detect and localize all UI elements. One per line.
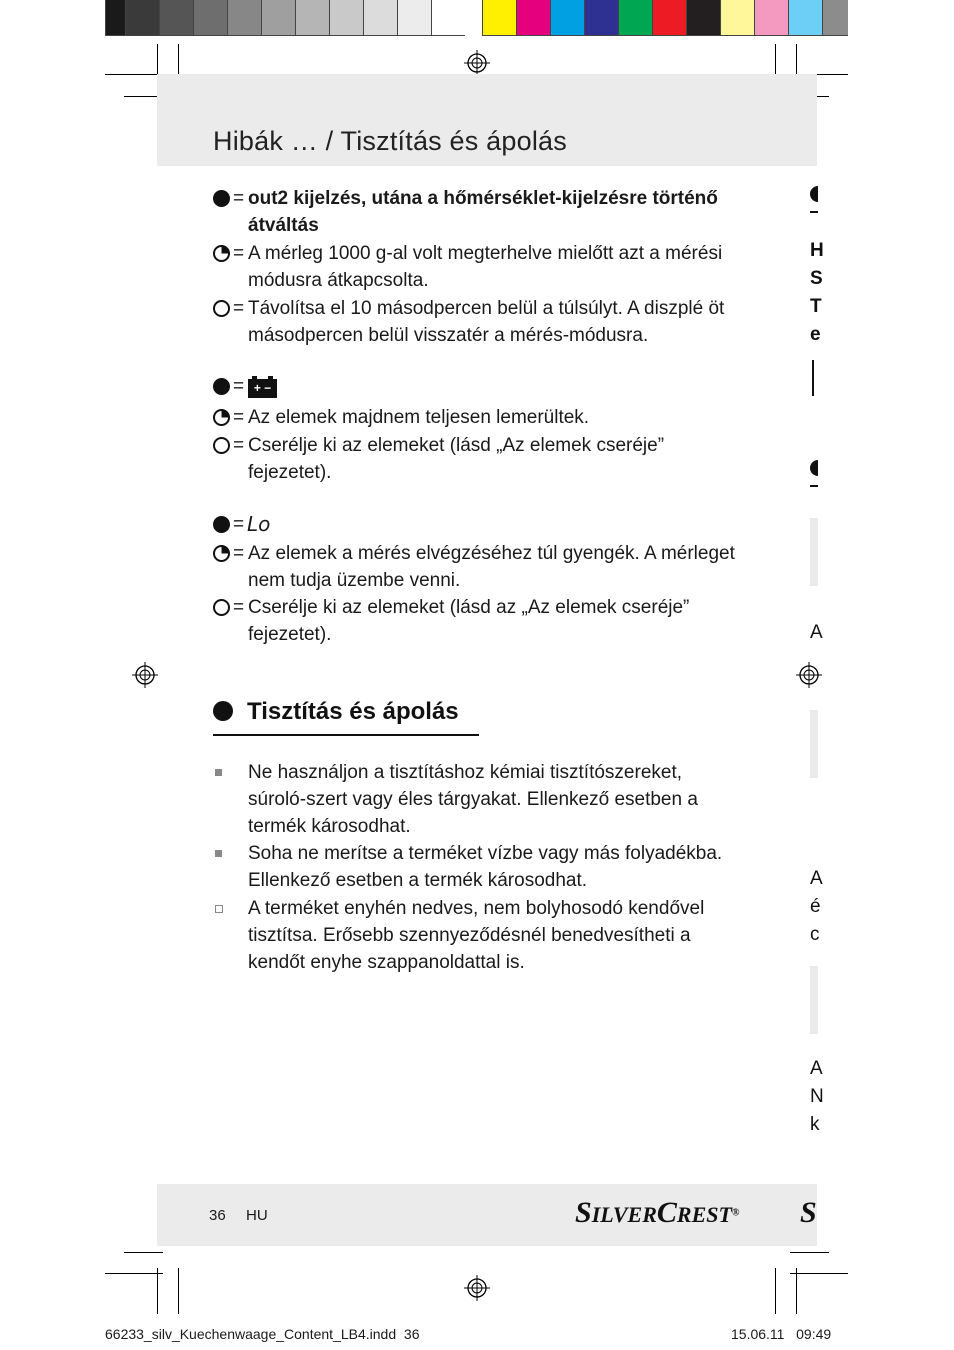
square-bullet-icon (215, 769, 222, 776)
right-page-fragment: A (810, 868, 823, 889)
indicator-blink-icon (213, 245, 230, 262)
color-swatch (397, 0, 431, 36)
color-swatch (363, 0, 397, 36)
color-swatch (227, 0, 261, 36)
slug-timestamp (731, 1326, 831, 1342)
page-number: 36 (209, 1207, 226, 1224)
equals-sign: = (233, 435, 245, 456)
right-page-fragment: S (810, 268, 823, 289)
right-page-fragment (812, 360, 814, 396)
list-item (213, 895, 743, 976)
right-page-fragment: A (810, 1058, 823, 1079)
slug-filename-text: 66233_silv_Kuechenwaage_Content_LB4.indd (105, 1326, 397, 1342)
equals-sign: = (233, 543, 245, 564)
empty-square-bullet-icon (215, 905, 223, 913)
right-page-fragment (810, 485, 818, 487)
color-swatch (431, 0, 465, 36)
list-item-text: Ne használjon a tisztításhoz kémiai tisztítószereket, súroló-szert vagy éles tárgyakat. Ellenkező esetben a termék károsodhat. (248, 762, 698, 837)
equals-sign: = (233, 597, 245, 618)
right-page-fragment: N (810, 1086, 824, 1107)
section-bullet-icon (213, 701, 233, 721)
error-row-remedy (213, 594, 743, 648)
error-row-remedy (213, 295, 743, 349)
registration-mark-icon (464, 50, 490, 76)
list-item-text: A terméket enyhén nedves, nem bolyhosodó kendővel tisztítsa. Erősebb szennyeződésnél benedvesítheti a kendőt enyhe szappanoldattal is. (248, 898, 705, 973)
right-page-fragment (810, 211, 818, 213)
color-swatch (295, 0, 329, 36)
crop-mark (124, 1252, 163, 1253)
heading-underline (213, 734, 479, 736)
indicator-on-icon (213, 516, 230, 533)
error-remedy-text: Cserélje ki az elemeket (lásd az „Az elemek cseréje” fejezetet). (248, 597, 690, 645)
right-page-fragment (810, 518, 818, 586)
battery-icon-label: + − (253, 381, 272, 395)
right-page-fragment: é (810, 896, 821, 917)
right-page-fragment: A (810, 622, 823, 643)
square-bullet-icon (215, 850, 222, 857)
crop-mark (796, 1268, 797, 1314)
registration-mark-icon (464, 1275, 490, 1301)
color-swatch (550, 0, 584, 36)
brand-logo-fragment: S (800, 1196, 817, 1229)
color-swatch (584, 0, 618, 36)
section-heading-text: Tisztítás és ápolás (247, 698, 459, 725)
color-swatch (193, 0, 227, 36)
right-page-fragment (810, 966, 818, 1034)
right-page-fragment (810, 460, 818, 476)
brand-letters: ILVER (591, 1202, 657, 1227)
indicator-on-icon (213, 190, 230, 207)
color-swatch (125, 0, 159, 36)
error-row-remedy (213, 432, 743, 486)
indicator-off-icon (213, 300, 230, 317)
registered-mark: ® (731, 1207, 740, 1219)
equals-sign: = (233, 298, 245, 319)
error-display-text: out2 kijelzés, utána a hőmérséklet-kijelzésre történő átváltás (248, 188, 718, 236)
color-swatch (686, 0, 720, 36)
slug-filename (105, 1326, 419, 1342)
color-swatch (105, 0, 125, 36)
slug-time: 09:49 (796, 1326, 832, 1342)
right-page-fragment: T (810, 296, 822, 317)
slug-page: 36 (403, 1326, 420, 1342)
list-item (213, 840, 743, 894)
crop-mark (105, 1273, 163, 1274)
registration-mark-icon (796, 662, 822, 688)
slug-date: 15.06.11 (731, 1326, 785, 1342)
brand-letter: C (656, 1196, 677, 1229)
crop-mark (157, 1268, 158, 1314)
right-page-fragment: e (810, 324, 821, 345)
right-page-fragment: H (810, 240, 824, 261)
color-swatch (482, 0, 516, 36)
section-heading (213, 698, 459, 726)
indicator-blink-icon (213, 409, 230, 426)
color-swatch (516, 0, 550, 36)
error-row-cause (213, 540, 743, 594)
language-code: HU (246, 1207, 268, 1224)
brand-letters: REST (676, 1202, 732, 1227)
list-item (213, 759, 743, 840)
error-row-display (213, 373, 743, 400)
error-remedy-text: Cserélje ki az elemeket (lásd „Az elemek cseréje” fejezetet). (248, 435, 665, 483)
equals-sign: = (233, 514, 245, 535)
equals-sign: = (233, 243, 245, 264)
color-swatch (652, 0, 686, 36)
right-page-fragment (810, 710, 818, 778)
right-page-fragment: c (810, 924, 820, 945)
indicator-off-icon (213, 599, 230, 616)
indicator-on-icon (213, 378, 230, 395)
battery-icon (248, 379, 277, 398)
equals-sign: = (233, 188, 245, 209)
indicator-off-icon (213, 437, 230, 454)
crop-mark (775, 1268, 776, 1314)
error-cause-text: A mérleg 1000 g-al volt megterhelve mielőtt azt a mérési módusra átkapcsolta. (248, 243, 723, 291)
color-swatch (822, 0, 848, 36)
crop-mark (790, 1252, 829, 1253)
color-swatch (261, 0, 295, 36)
color-swatch (618, 0, 652, 36)
color-swatch (720, 0, 754, 36)
error-cause-text: Az elemek majdnem teljesen lemerültek. (248, 407, 590, 428)
right-page-fragment: k (810, 1114, 820, 1135)
page-title: Hibák … / Tisztítás és ápolás (213, 126, 567, 156)
brand-logo (575, 1196, 739, 1230)
error-cause-text: Az elemek a mérés elvégzéséhez túl gyengék. A mérleget nem tudja üzembe venni. (248, 543, 735, 591)
registration-mark-icon (132, 662, 158, 688)
crop-mark (178, 1268, 179, 1314)
indicator-blink-icon (213, 545, 230, 562)
color-swatch (754, 0, 788, 36)
error-row-display (213, 185, 743, 239)
brand-letter: S (575, 1196, 592, 1229)
lo-display-symbol: Lo (247, 512, 271, 536)
error-row-display (213, 511, 743, 538)
color-swatch (788, 0, 822, 36)
color-swatch (159, 0, 193, 36)
error-remedy-text: Távolítsa el 10 másodpercen belül a túlsúlyt. A diszplé öt másodpercen belül visszatér a mérés-módusra. (248, 298, 725, 346)
crop-mark (105, 74, 163, 75)
right-page-fragment (810, 186, 818, 202)
crop-mark (790, 1273, 848, 1274)
error-row-cause (213, 404, 743, 431)
equals-sign: = (233, 407, 245, 428)
error-row-cause (213, 240, 743, 294)
list-item-text: Soha ne merítse a terméket vízbe vagy más folyadékba. Ellenkező esetben a termék károsodhat. (248, 843, 723, 891)
color-swatch (329, 0, 363, 36)
equals-sign: = (233, 376, 245, 397)
